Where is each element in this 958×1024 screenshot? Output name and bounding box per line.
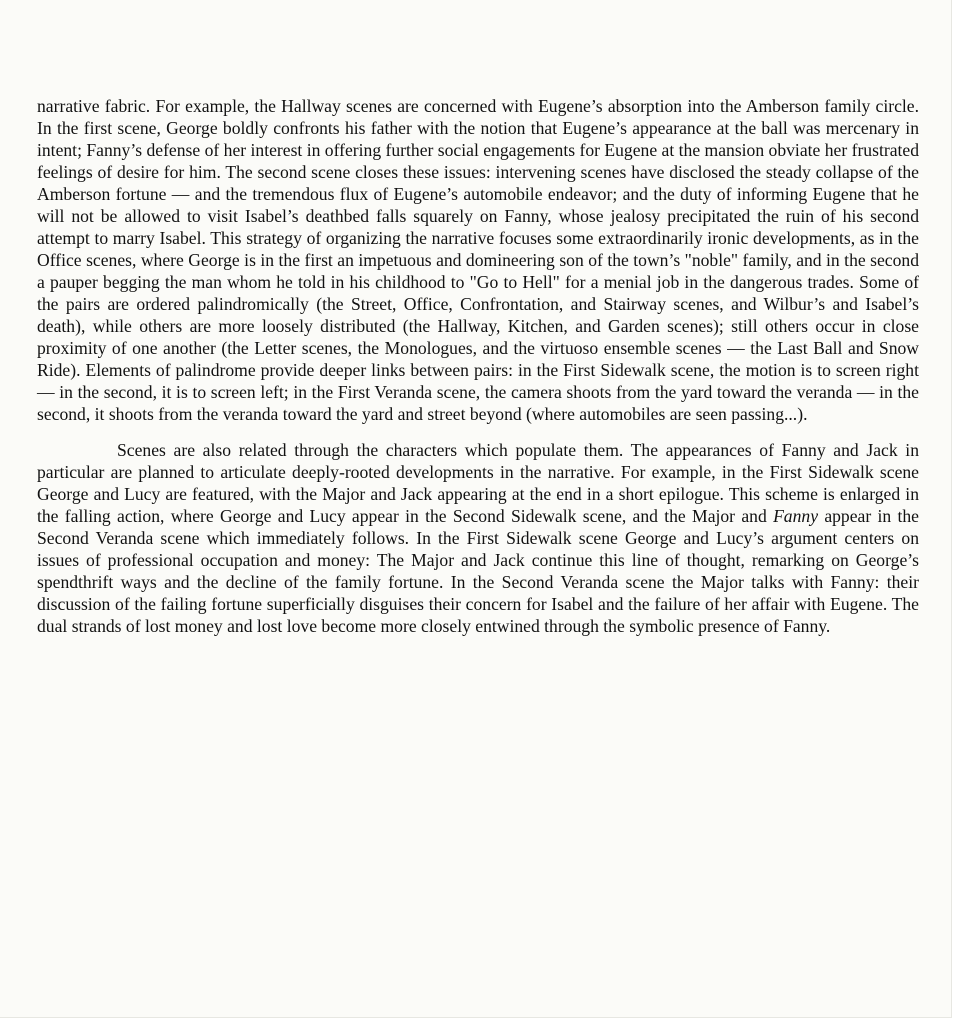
paragraph-2-text-start: Scenes are also related through the characters which populate them. The appearances of Fanny and Jack in particular are planned to articulate deeply-rooted developments in the narrative. For example, in the First Sidewalk scene George and Lucy are featured, with the Major and Jack appearing at the end in a short epilogue. This scheme is enlarged in the falling action, where George and Lucy appear in the Second Sidewalk scene, and the Major and: [37, 440, 919, 526]
body-text: [37, 95, 919, 637]
paragraph-1-text: narrative fabric. For example, the Hallway scenes are concerned with Eugene’s absorption into the Amberson family circle. In the first scene, George boldly confronts his father with the notion that Eugene’s appearance at the ball was mercenary in intent; Fanny’s defense of her interest in offering further social engagements for Eugene at the mansion obviate her frustrated feelings of desire for him. The second scene closes these issues: intervening scenes have disclosed the steady collapse of the Amberson fortune — and the tremendous flux of Eugene’s automobile endeavor; and the duty of informing Eugene that he will not be allowed to visit Isabel’s deathbed falls squarely on Fanny, whose jealosy precipitated the ruin of his second attempt to marry Isabel. This strategy of organizing the narrative focuses some extraordinarily ironic developments, as in the Office scenes, where George is in the first an impetuous and domineering son of the town’s "noble" family, and in the second a pauper begging the man whom he told in his childhood to "Go to Hell" for a menial job in the dangerous trades. Some of the pairs are ordered palindromically (the Street, Office, Confrontation, and Stairway scenes, and Wilbur’s and Isabel’s death), while others are more loosely distributed (the Hallway, Kitchen, and Garden scenes); still others occur in close proximity of one another (the Letter scenes, the Monologues, and the virtuoso ensemble scenes — the Last Ball and Snow Ride). Elements of palindrome provide deeper links between pairs: in the First Sidewalk scene, the motion is to screen right — in the second, it is to screen left; in the First Veranda scene, the camera shoots from the yard toward the veranda — in the second, it shoots from the veranda toward the yard and street beyond (where automobiles are seen passing...).: [37, 96, 919, 424]
italic-fanny: Fanny: [773, 506, 819, 526]
paragraph-2: [37, 439, 919, 637]
paragraph-1: [37, 95, 919, 425]
paragraph-2-text-end: appear in the Second Veranda scene which immediately follows. In the First Sidewalk scene George and Lucy’s argument centers on issues of professional occupation and money: The Major and Jack continue this line of thought, remarking on George’s spendthrift ways and the decline of the family fortune. In the Second Veranda scene the Major talks with Fanny: their discussion of the failing fortune superficially disguises their concern for Isabel and the failure of her affair with Eugene. The dual strands of lost money and lost love become more closely entwined through the symbolic presence of Fanny.: [37, 506, 919, 636]
